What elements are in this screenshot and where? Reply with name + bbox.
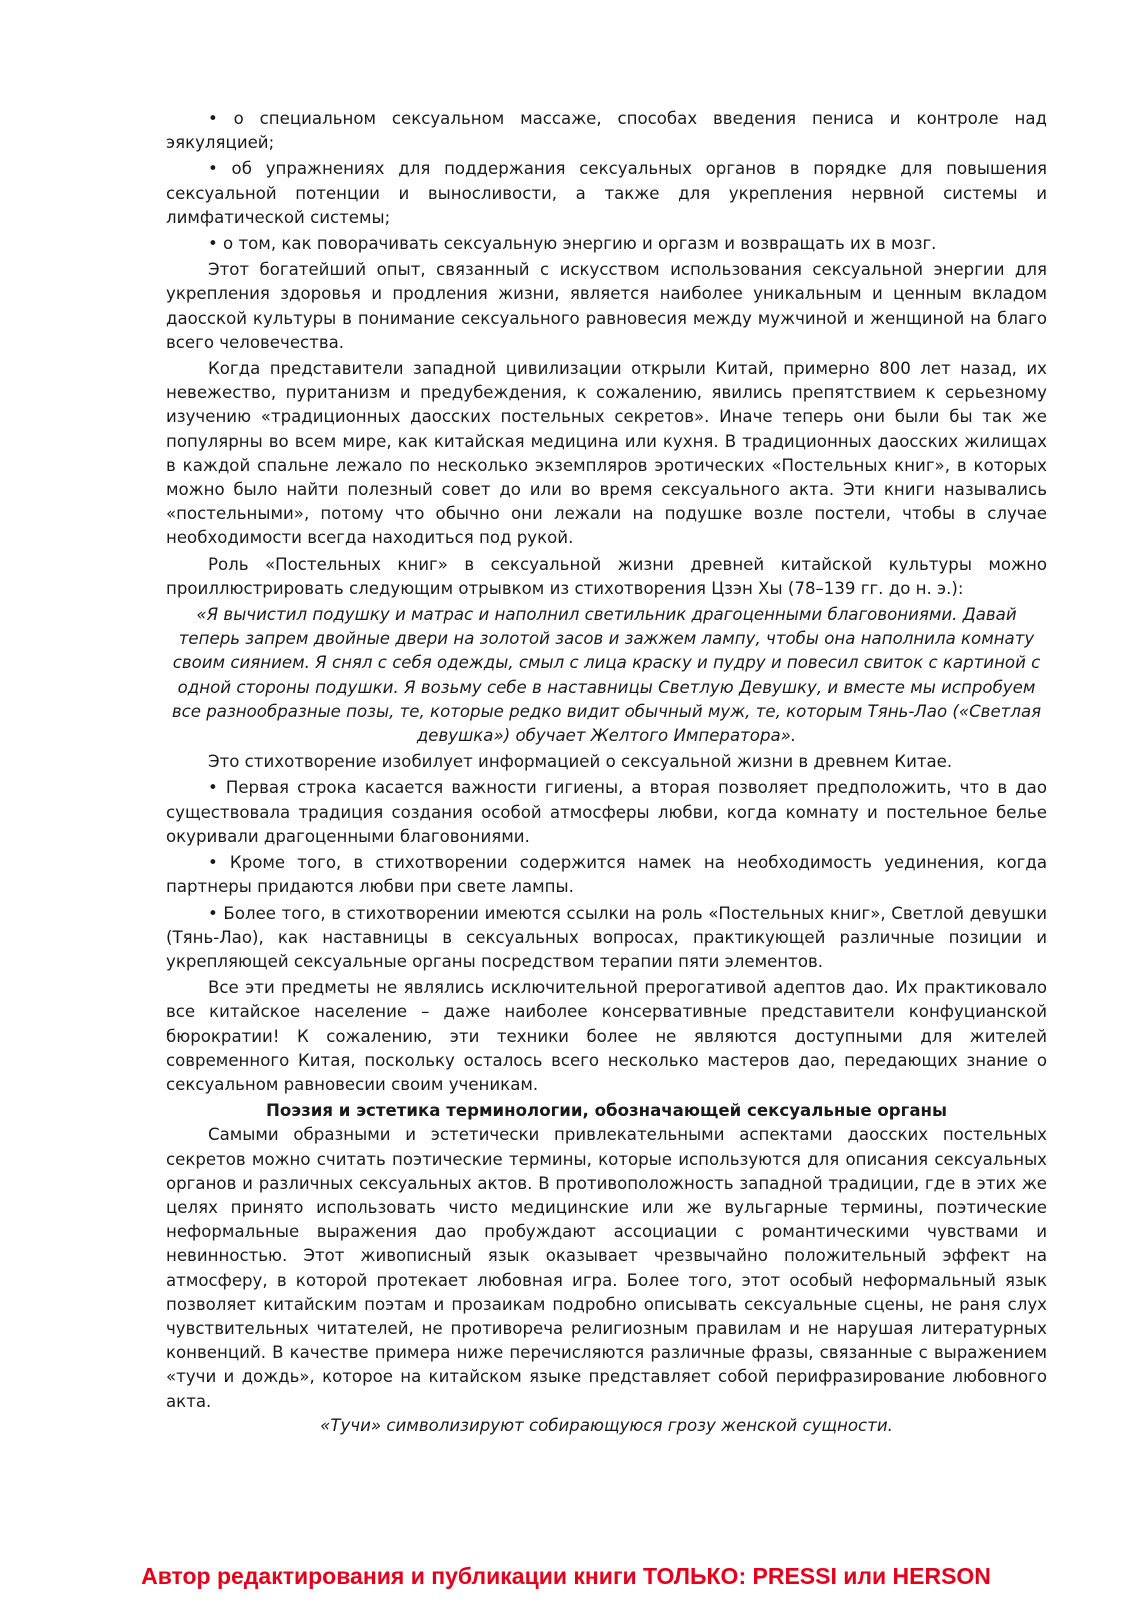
closing-line: «Тучи» символизируют собирающуюся грозу женской сущности. bbox=[320, 1415, 893, 1435]
paragraph-experience: Этот богатейший опыт, связанный с искусством использования сексуальной энергии для укрепления здоровья и продления жизни, является наиболее уникальным и ценным вкладом даосской культуры в понимание сексуального равновесия между мужчиной и женщиной на благо всего человечества. bbox=[166, 260, 1047, 352]
footer-banner: Автор редактирования и публикации книги ТОЛЬКО: PRESSI или HERSON bbox=[141, 1563, 991, 1589]
bullet-massage: • о специальном сексуальном массаже, способах введения пениса и контроле над эякуляцией; bbox=[166, 109, 1047, 153]
section-heading: Поэзия и эстетика терминологии, обозначающей сексуальные органы bbox=[265, 1101, 947, 1121]
paragraph-bed-books-role: Роль «Постельных книг» в сексуальной жизни древней китайской культуры можно проиллюстрировать следующим отрывком из стихотворения Цзэн Хы (78–139 гг. до н. э.): bbox=[166, 554, 1047, 598]
poem-quote: «Я вычистил подушку и матрас и наполнил светильник драгоценными благовониями. Давай теперь запрем двойные двери на золотой засов и зажжем лампу, чтобы она наполнила комнату своим сиянием. Я снял с себя одежды, смыл с лица краску и пудру и повесил свиток с картиной с одной стороны подушки. Я возьму себе в наставницы Светлую Девушку, и вместе мы испробуем все разнообразные позы, те, которые редко видит обычный муж, те, которым Тянь-Лао («Светлая девушка») обучает Желтого Императора». bbox=[171, 605, 1042, 746]
bullet-privacy: • Кроме того, в стихотворении содержится намек на необходимость уединения, когда партнеры придаются любви при свете лампы. bbox=[166, 853, 1047, 897]
paragraph-practice: Все эти предметы не являлись исключительной прерогативой адептов дао. Их практиковало все китайское население – даже наиболее консервативные представители конфуцианской бюрократии! К сожалению, эти техники более не являются доступными для жителей современного Китая, поскольку осталось всего несколько мастеров дао, передающих знание о сексуальном равновесии своим ученикам. bbox=[166, 978, 1047, 1094]
paragraph-western-civilization: Когда представители западной цивилизации открыли Китай, примерно 800 лет назад, их невежество, пуританизм и предубеждения, к сожалению, явились препятствием к серьезному изучению «традиционных даосских постельных секретов». Иначе теперь они были бы так же популярны во всем мире, как китайская медицина или кухня. В традиционных даосских жилищах в каждой спальне лежало по несколько экземпляров эротических «Постельных книг», в которых можно было найти полезный совет до или во время сексуального акта. Эти книги назывались «постельными», потому что обычно они лежали на подушке возле постели, чтобы в случае необходимости всегда находиться под рукой. bbox=[166, 359, 1047, 548]
paragraph-poem-info: Это стихотворение изобилует информацией о сексуальной жизни в древнем Китае. bbox=[208, 752, 953, 772]
paragraph-poetic-terms: Самыми образными и эстетически привлекательными аспектами даосских постельных секретов можно считать поэтические термины, которые используются для описания сексуальных органов и различных сексуальных актов. В противоположность западной традиции, где в этих же целях принято использовать чисто медицинские или же вульгарные термины, поэтические неформальные выражения дао пробуждают ассоциации с романтическими чувствами и невинностью. Этот живописный язык оказывает чрезвычайно положительный эффект на атмосферу, в которой протекает любовная игра. Более того, этот особый неформальный язык позволяет китайским поэтам и прозаикам подробно описывать сексуальные сцены, не раня слух чувствительных читателей, не противореча религиозным правилам и не нарушая литературных конвенций. В качестве примера ниже перечисляются различные фразы, связанные с выражением «тучи и дождь», которое на китайском языке представляет собой перифразирование любовного акта. bbox=[166, 1125, 1047, 1411]
bullet-references: • Более того, в стихотворении имеются ссылки на роль «Постельных книг», Светлой девушки (Тянь-Лао), как наставницы в сексуальных вопросах, практикующей различные позиции и укрепляющей сексуальные органы посредством терапии пяти элементов. bbox=[166, 903, 1047, 971]
bullet-exercises: • об упражнениях для поддержания сексуальных органов в порядке для повышения сексуальной потенции и выносливости, а также для укрепления нервной системы и лимфатической системы; bbox=[166, 159, 1047, 227]
bullet-energy: • о том, как поворачивать сексуальную энергию и оргазм и возвращать их в мозг. bbox=[208, 234, 937, 254]
page-body bbox=[166, 107, 1047, 1438]
bullet-hygiene: • Первая строка касается важности гигиены, а вторая позволяет предположить, что в дао существовала традиция создания особой атмосферы любви, когда комнату и постельное белье окуривали драгоценными благовониями. bbox=[166, 778, 1047, 846]
